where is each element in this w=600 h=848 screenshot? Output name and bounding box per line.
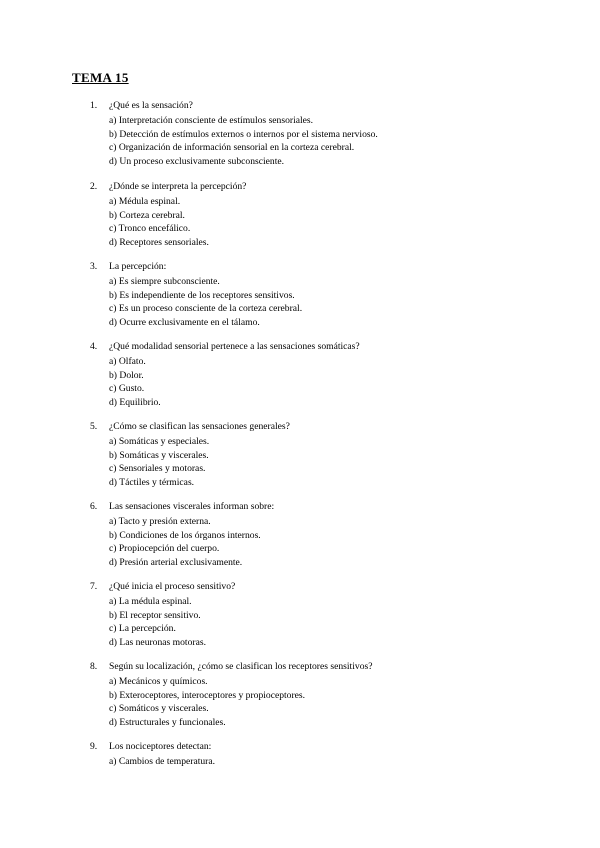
answer-option: c) Sensoriales y motoras.: [109, 463, 206, 474]
answer-option: a) Cambios de temperatura.: [109, 756, 216, 767]
question-stem: [0, 260, 600, 274]
question-number: 7.: [90, 581, 98, 592]
question-number: 3.: [90, 261, 98, 272]
question-text: ¿Cómo se clasifican las sensaciones generales?: [109, 421, 290, 432]
answer-option: b) Dolor.: [109, 369, 144, 381]
question-8: [0, 660, 600, 728]
answer-option: a) Mecánicos y químicos.: [109, 676, 208, 687]
answer-option: c) Organización de información sensorial en la corteza cerebral.: [109, 142, 355, 153]
answer-option: b) Condiciones de los órganos internos.: [109, 529, 261, 541]
question-number: 2.: [90, 181, 98, 192]
question-stem: [0, 180, 600, 194]
question-3: [0, 260, 600, 328]
answer-option: d) Receptores sensoriales.: [109, 236, 209, 248]
question-stem: [0, 420, 600, 434]
answer-option: a) Interpretación consciente de estímulos sensoriales.: [109, 115, 314, 126]
question-text: Las sensaciones viscerales informan sobre:: [109, 501, 275, 512]
answer-option: b) Exteroceptores, interoceptores y propioceptores.: [109, 689, 306, 701]
answer-option: a) Es siempre subconsciente.: [109, 276, 220, 287]
answer-option: d) Táctiles y térmicas.: [109, 476, 195, 488]
question-text: ¿Dónde se interpreta la percepción?: [109, 181, 247, 192]
answer-option: c) Tronco encefálico.: [109, 223, 191, 234]
question-number: 1.: [90, 100, 98, 111]
answer-option: b) Es independiente de los receptores sensitivos.: [109, 289, 295, 301]
answer-option: d) Equilibrio.: [109, 396, 161, 408]
question-text: ¿Qué inicia el proceso sensitivo?: [109, 581, 236, 592]
answer-option: b) El receptor sensitivo.: [109, 609, 201, 621]
question-number: 8.: [90, 661, 98, 672]
question-text: Los nociceptores detectan:: [109, 741, 212, 752]
question-stem: [0, 500, 600, 514]
answer-option: a) Olfato.: [109, 356, 146, 367]
answer-option: c) La percepción.: [109, 623, 176, 634]
question-4: [0, 340, 600, 408]
question-stem: [0, 580, 600, 594]
answer-option: a) Somáticas y especiales.: [109, 436, 210, 447]
question-text: Según su localización, ¿cómo se clasifican los receptores sensitivos?: [109, 661, 373, 672]
question-5: [0, 420, 600, 488]
question-7: [0, 580, 600, 648]
answer-option: d) Ocurre exclusivamente en el tálamo.: [109, 316, 260, 328]
answer-option: d) Un proceso exclusivamente subconsciente.: [109, 155, 285, 167]
question-stem: [0, 99, 600, 113]
question-stem: [0, 660, 600, 674]
question-number: 9.: [90, 741, 98, 752]
question-2: [0, 180, 600, 248]
answer-option: c) Gusto.: [109, 383, 145, 394]
answer-option: b) Somáticas y viscerales.: [109, 449, 209, 461]
answer-option: c) Propiocepción del cuerpo.: [109, 543, 220, 554]
answer-option: b) Detección de estímulos externos o internos por el sistema nervioso.: [109, 128, 378, 140]
answer-option: a) La médula espinal.: [109, 596, 192, 607]
question-9: [0, 740, 600, 767]
answer-option: d) Estructurales y funcionales.: [109, 716, 226, 728]
question-text: ¿Qué modalidad sensorial pertenece a las sensaciones somáticas?: [109, 341, 360, 352]
answer-option: d) Presión arterial exclusivamente.: [109, 556, 243, 568]
question-number: 6.: [90, 501, 98, 512]
answer-option: b) Corteza cerebral.: [109, 209, 185, 221]
question-number: 4.: [90, 341, 98, 352]
answer-option: a) Tacto y presión externa.: [109, 516, 211, 527]
answer-option: c) Es un proceso consciente de la corteza cerebral.: [109, 303, 303, 314]
question-6: [0, 500, 600, 568]
question-stem: [0, 740, 600, 754]
question-text: ¿Qué es la sensación?: [109, 100, 193, 111]
question-1: [0, 99, 600, 167]
question-stem: [0, 340, 600, 354]
answer-option: c) Somáticos y viscerales.: [109, 703, 209, 714]
page-title: TEMA 15: [72, 70, 129, 85]
answer-option: d) Las neuronas motoras.: [109, 636, 206, 648]
answer-option: a) Médula espinal.: [109, 196, 181, 207]
question-number: 5.: [90, 421, 98, 432]
question-text: La percepción:: [109, 261, 167, 272]
